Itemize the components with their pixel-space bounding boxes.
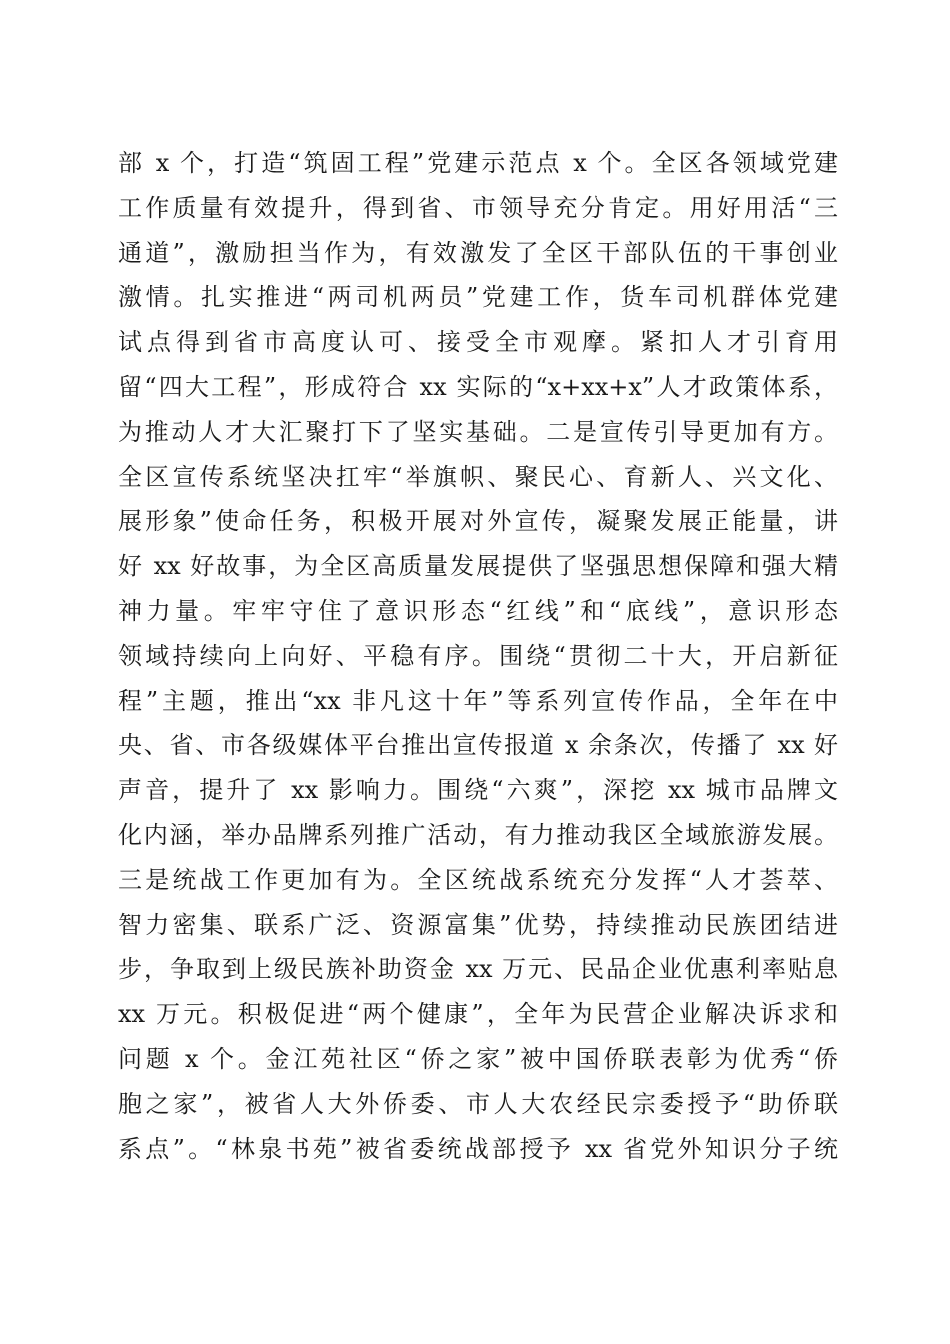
text-line: 步，争取到上级民族补助资金 xx 万元、民品企业优惠利率贴息 [118,955,838,984]
text-line: 程”主题，推出“xx 非凡这十年”等系列宣传作品，全年在中 [118,686,838,715]
text-line: 试点得到省市高度认可、接受全市观摩。紧扣人才引育用 [118,328,838,357]
text-line: xx 万元。积极促进“两个健康”，全年为民营企业解决诉求和 [118,1000,838,1029]
text-line: 留“四大工程”，形成符合 xx 实际的“x+xx+x”人才政策体系， [118,372,838,401]
text-line: 部 x 个，打造“筑固工程”党建示范点 x 个。全区各领域党建 [118,149,838,177]
text-line: 声音，提升了 xx 影响力。围绕“六爽”，深挖 xx 城市品牌文 [118,776,838,805]
text-line: 系点”。“林泉书苑”被省委统战部授予 xx 省党外知识分子统 [118,1134,838,1163]
text-line: 激情。扎实推进“两司机两员”党建工作，货车司机群体党建 [118,283,838,312]
text-line: 展形象”使命任务，积极开展对外宣传，凝聚发展正能量，讲 [118,507,838,536]
text-line: 智力密集、联系广泛、资源富集”优势，持续推动民族团结进 [118,910,838,939]
text-line: 三是统战工作更加有为。全区统战系统充分发挥“人才荟萃、 [118,865,838,894]
text-line: 胞之家”，被省人大外侨委、市人大农经民宗委授予“助侨联 [118,1089,838,1118]
text-line: 神力量。牢牢守住了意识形态“红线”和“底线”，意识形态 [118,596,838,625]
text-line: 好 xx 好故事，为全区高质量发展提供了坚强思想保障和强大精 [118,552,838,581]
text-line: 通道”，激励担当作为，有效激发了全区干部队伍的干事创业 [118,238,838,267]
text-line: 化内涵，举办品牌系列推广活动，有力推动我区全域旅游发展。 [118,820,838,849]
text-line: 工作质量有效提升，得到省、市领导充分肯定。用好用活“三 [118,193,838,222]
text-line: 问题 x 个。金江苑社区“侨之家”被中国侨联表彰为优秀“侨 [118,1044,838,1073]
text-line: 为推动人才大汇聚打下了坚实基础。二是宣传引导更加有方。 [118,417,838,446]
text-line: 全区宣传系统坚决扛牢“举旗帜、聚民心、育新人、兴文化、 [118,462,838,491]
text-line: 领域持续向上向好、平稳有序。围绕“贯彻二十大，开启新征 [118,641,838,670]
text-line: 央、省、市各级媒体平台推出宣传报道 x 余条次，传播了 xx 好 [118,731,838,760]
body-text [118,141,838,1171]
